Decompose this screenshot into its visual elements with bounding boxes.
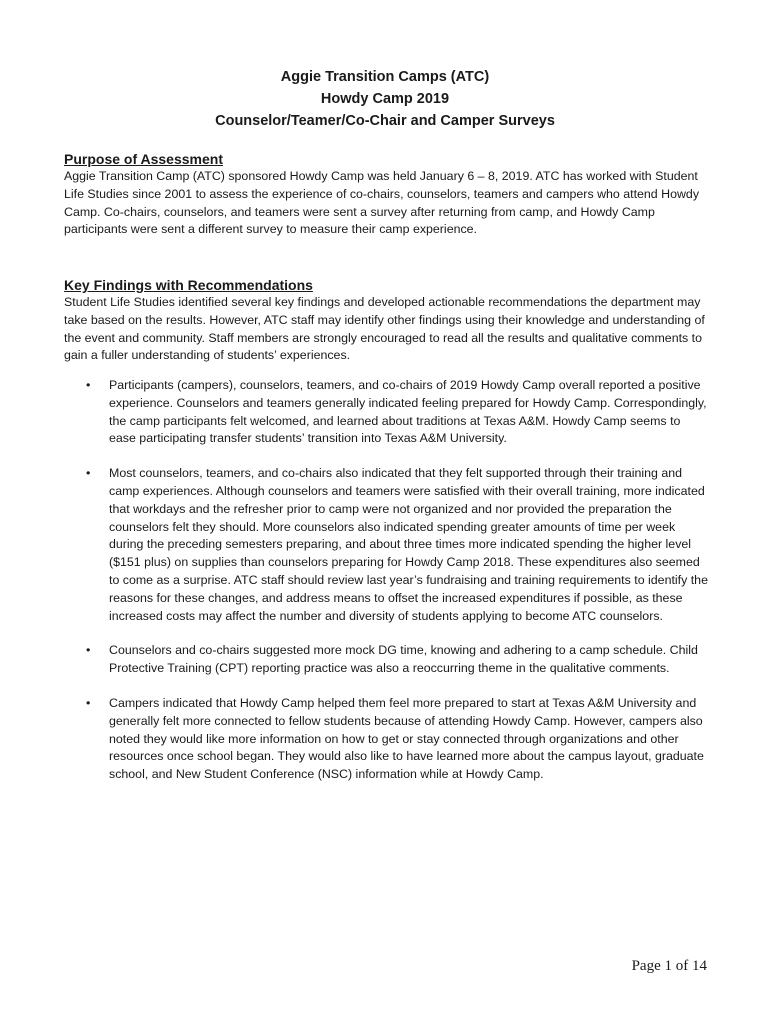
findings-heading: Key Findings with Recommendations [64, 277, 313, 293]
bullet-text: Participants (campers), counselors, teamers, and co-chairs of 2019 Howdy Camp overall reported a positive experience. Counselors and teamers generally indicated feeling prepared for Howdy Camp. Correspondingly, the camp participants felt welcomed, and learned about traditions at Texas A&M. Howdy Camp seems to ease participating transfer students’ transition into Texas A&M University. [109, 378, 707, 446]
list-item [64, 465, 709, 625]
page-number: Page 1 of 14 [631, 958, 707, 974]
document-title [0, 66, 770, 132]
bullet-icon: • [86, 378, 91, 392]
bullet-text: Most counselors, teamers, and co-chairs also indicated that they felt supported through their training and camp experiences. Although counselors and teamers were satisfied with their overall training, more indicated that workdays and the refresher prior to camp were not organized and nor provided the preparation the counselors felt they should. More counselors also indicated spending greater amounts of time per week during the preceding semesters preparing, and about three times more indicated spending the higher level ($151 plus) on supplies than counselors preparing for Howdy Camp 2018. These expenditures also seemed to come as a surprise. ATC staff should review last year’s fundraising and training requirements to identify the reasons for these changes, and address means to offset the increased expenditures if possible, as these increased costs may affect the number and diversity of students applying to become ATC counselors. [109, 466, 708, 623]
title-line-2: Howdy Camp 2019 [320, 91, 450, 107]
findings-section [64, 276, 709, 365]
purpose-paragraph: Aggie Transition Camp (ATC) sponsored Howdy Camp was held January 6 – 8, 2019. ATC has worked with Student Life Studies since 2001 to assess the experience of co-chairs, counselors, teamers and campers who attend Howdy Camp. Co-chairs, counselors, and teamers were sent a survey after returning from camp, and Howdy Camp participants were sent a different survey to measure their camp experience. [64, 169, 700, 237]
bullet-icon: • [86, 466, 91, 481]
list-item [64, 377, 709, 448]
bullet-icon: • [86, 643, 91, 658]
bullet-text: Campers indicated that Howdy Camp helped them feel more prepared to start at Texas A&M University and generally felt more connected to fellow students because of attending Howdy Camp. However, campers also noted they would like more information on how to get or stay connected through organizations and other resources once school began. They would also like to have learned more about the campus layout, graduate school, and New Student Conference (NSC) information while at Howdy Camp. [109, 695, 704, 782]
list-item [64, 695, 709, 784]
purpose-section [64, 150, 709, 239]
findings-bullet-list [64, 377, 709, 801]
purpose-heading: Purpose of Assessment [64, 151, 223, 167]
title-line-3: Counselor/Teamer/Co-Chair and Camper Surveys [215, 113, 555, 129]
bullet-text: Counselors and co-chairs suggested more mock DG time, knowing and adhering to a camp schedule. Child Protective Training (CPT) reporting practice was also a reoccurring theme in the qualitative comments. [109, 643, 698, 676]
list-item [64, 642, 709, 678]
bullet-icon: • [86, 695, 91, 710]
findings-intro: Student Life Studies identified several key findings and developed actionable recommendations the department may take based on the results. However, ATC staff may identify other findings using their knowledge and understanding of the event and community. Staff members are strongly encouraged to read all the results and qualitative comments to gain a fuller understanding of students’ experiences. [64, 295, 705, 363]
title-line-1: Aggie Transition Camps (ATC) [280, 69, 490, 85]
